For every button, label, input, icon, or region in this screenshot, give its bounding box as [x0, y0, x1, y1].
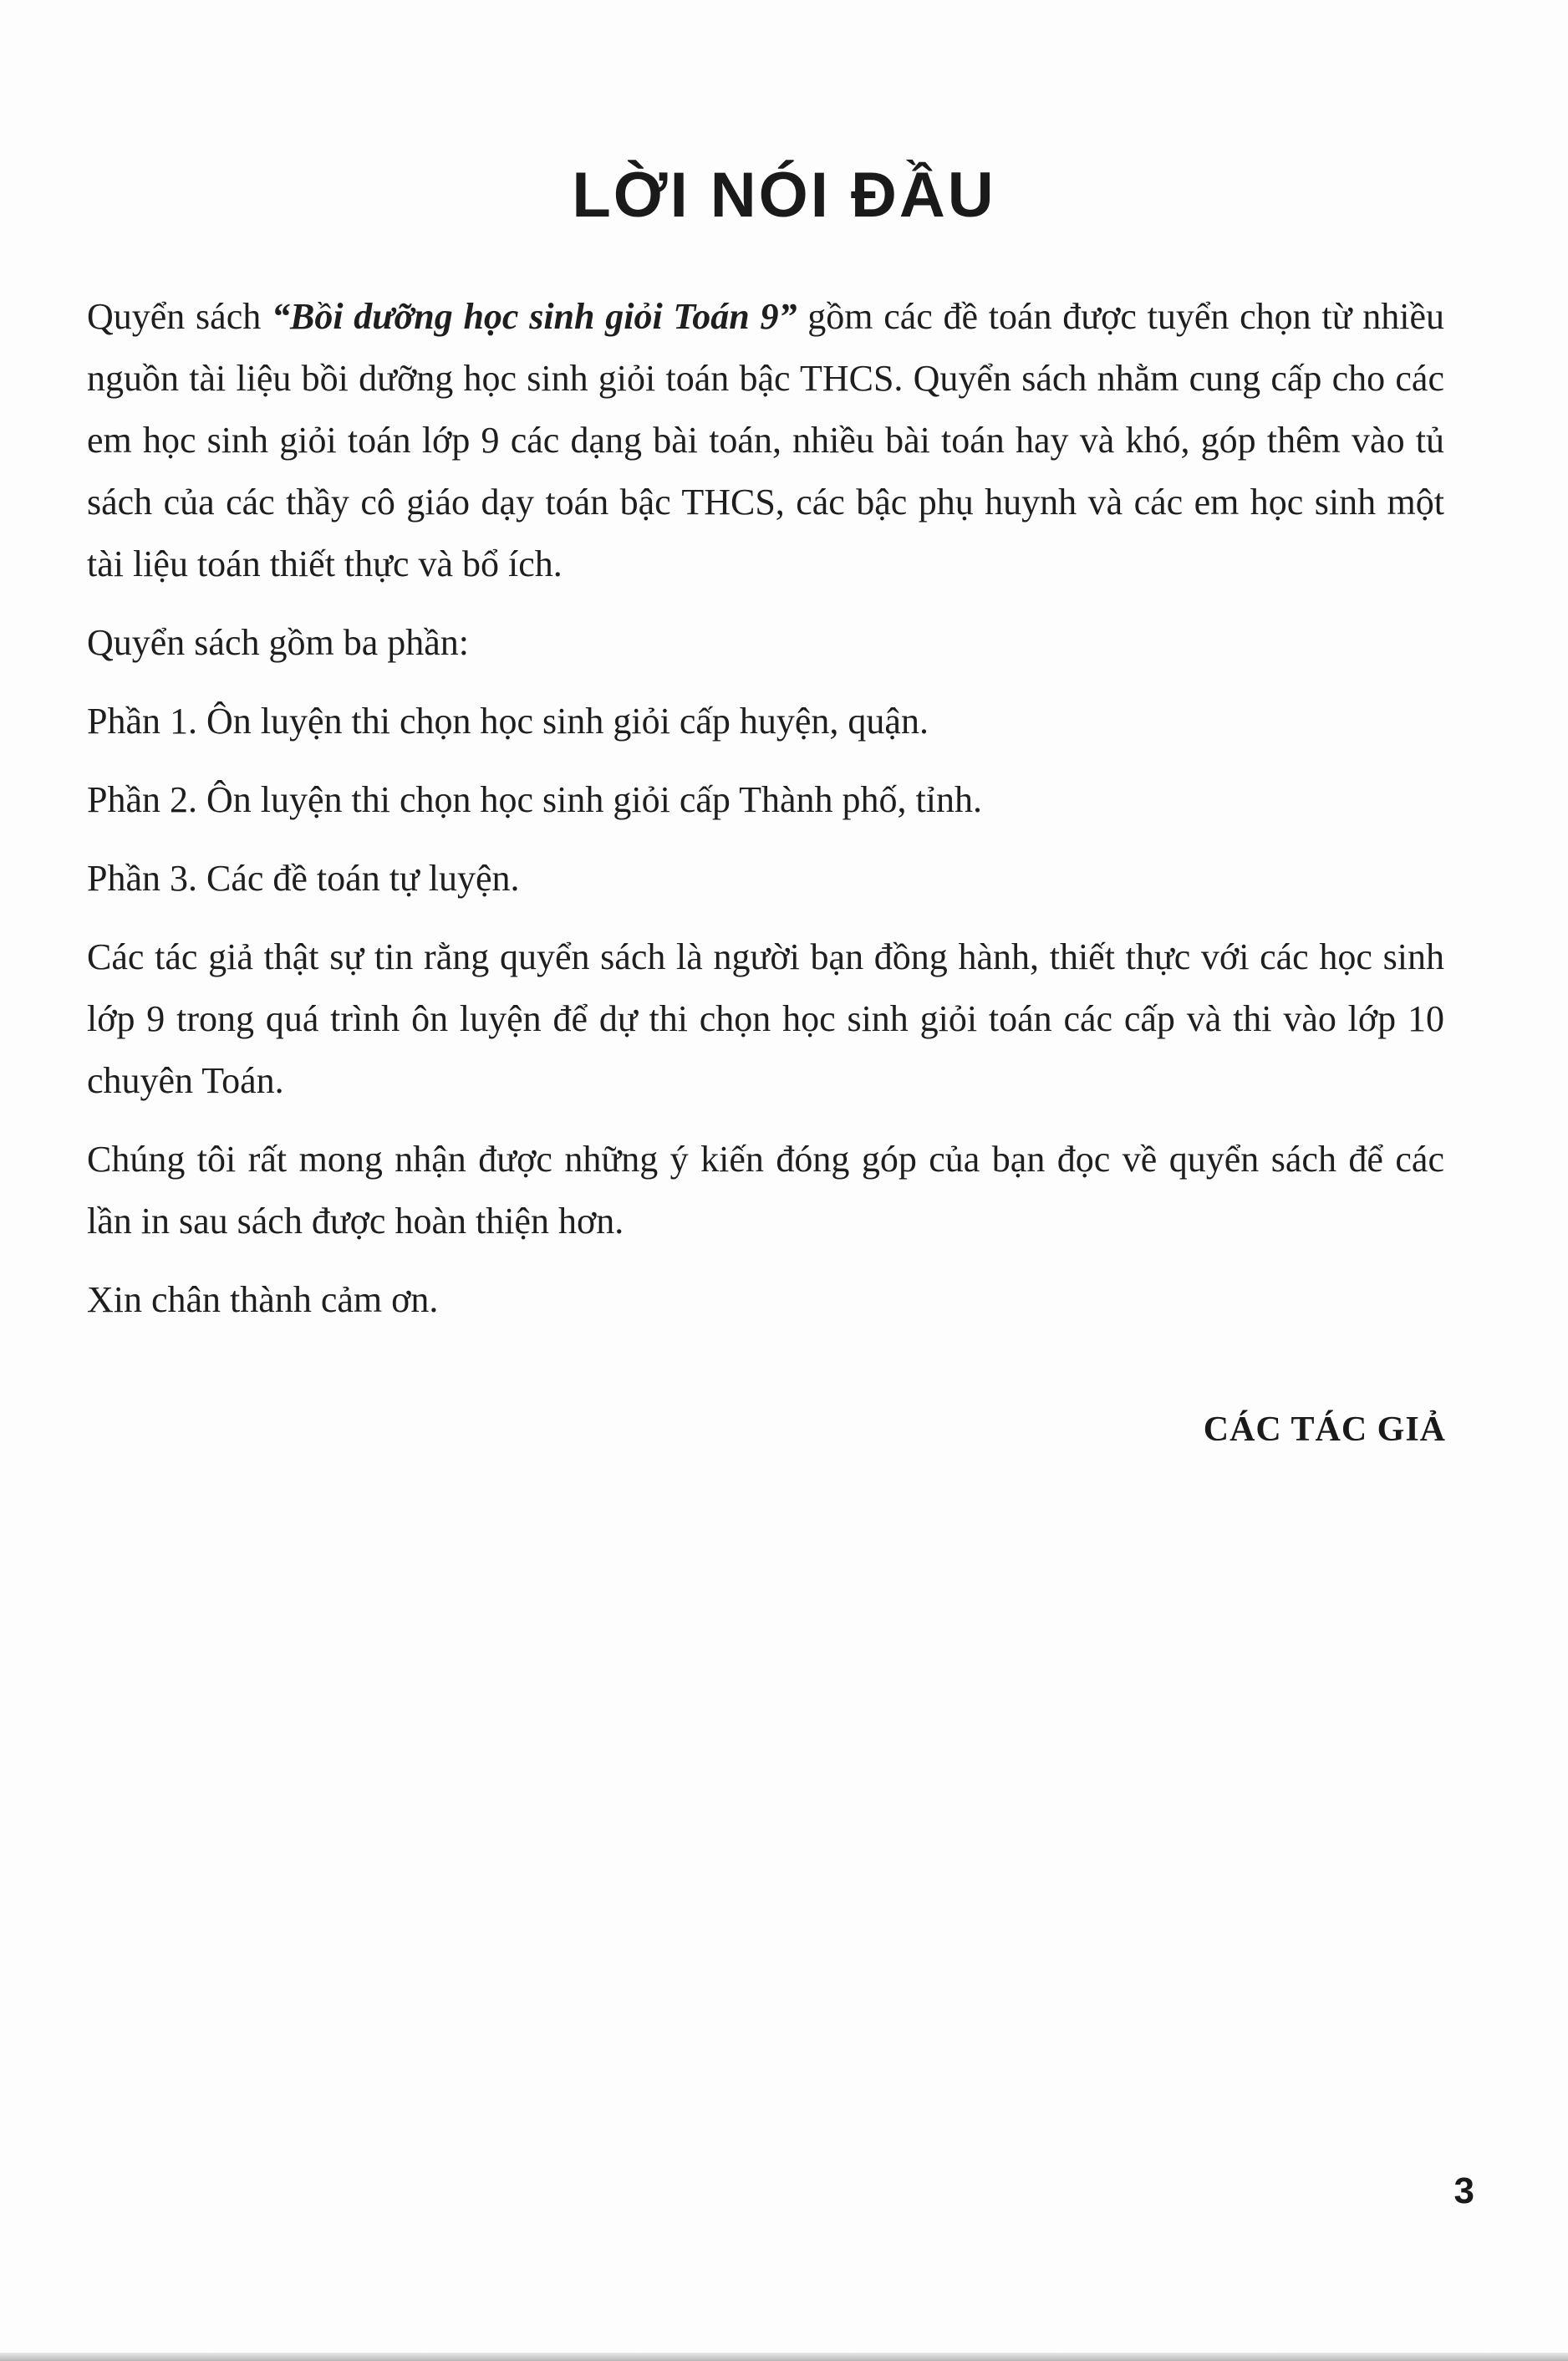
paragraph-parts-intro: Quyển sách gồm ba phần: — [87, 622, 469, 663]
paragraph-part-2: Phần 2. Ôn luyện thi chọn học sinh giỏi cấp Thành phố, tỉnh. — [87, 779, 982, 820]
paragraph-authors-belief: Các tác giả thật sự tin rằng quyển sách là người bạn đồng hành, thiết thực với các học sinh lớp 9 trong quá trình ôn luyện để dự thi chọn học sinh giỏi toán các cấp và thi vào lớp 10 chuyên Toán. — [87, 936, 1444, 1101]
paragraph-part-1: Phần 1. Ôn luyện thi chọn học sinh giỏi cấp huyện, quận. — [87, 701, 929, 742]
paragraph-part-3: Phần 3. Các đề toán tự luyện. — [87, 858, 520, 899]
page-bottom-edge — [0, 2353, 1568, 2361]
book-title: “Bồi dưỡng học sinh giỏi Toán 9” — [271, 296, 797, 337]
paragraph-intro — [87, 286, 1444, 595]
paragraph-intro-rest: gồm các đề toán được tuyển chọn từ nhiều nguồn tài liệu bồi dưỡng học sinh giỏi toán bậc THCS. Quyển sách nhằm cung cấp cho các em học sinh giỏi toán lớp 9 các dạng bài toán, nhiều bài toán hay và khó, góp thêm vào tủ sách của các thầy cô giáo dạy toán bậc THCS, các bậc phụ huynh và các em học sinh một tài liệu toán thiết thực và bổ ích. — [87, 296, 1444, 584]
page-number: 3 — [1453, 2170, 1474, 2211]
authors-signature: CÁC TÁC GIẢ — [1203, 1410, 1446, 1449]
paragraph-feedback: Chúng tôi rất mong nhận được những ý kiến đóng góp của bạn đọc về quyển sách để các lần in sau sách được hoàn thiện hơn. — [87, 1139, 1444, 1242]
paragraph-intro-lead: Quyển sách — [87, 296, 272, 337]
paragraph-thanks: Xin chân thành cảm ơn. — [87, 1279, 439, 1320]
page-title: LỜI NÓI ĐẦU — [572, 160, 996, 231]
preface-body — [87, 286, 1444, 1348]
